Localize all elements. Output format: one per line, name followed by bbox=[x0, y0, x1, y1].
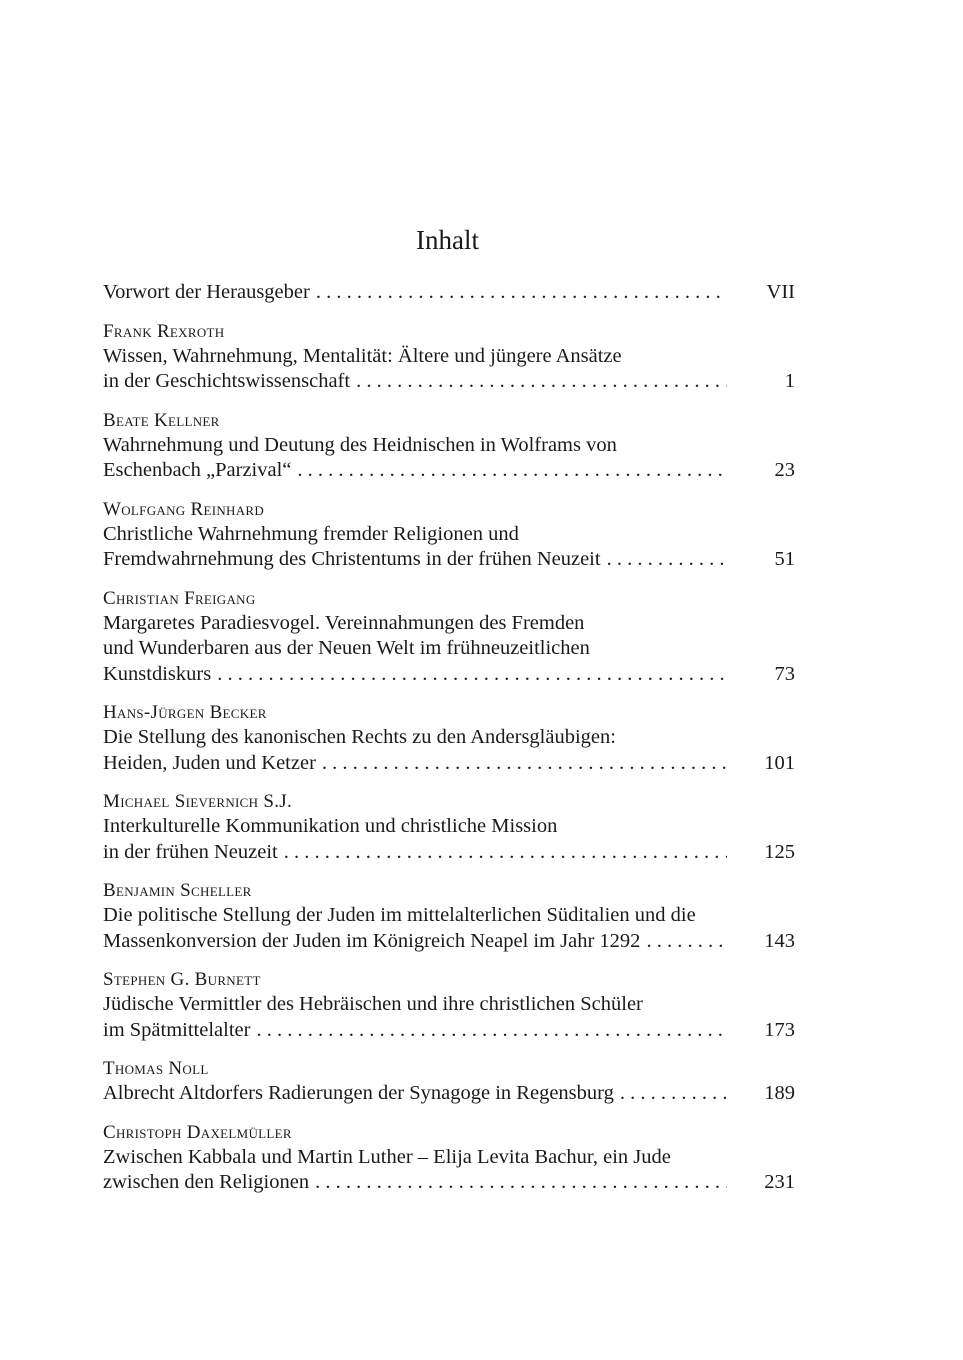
toc-entry-page-number: 1 bbox=[784, 370, 795, 392]
toc-entry-last-line bbox=[103, 840, 795, 866]
toc-entry-author: Stephen G. Burnett bbox=[103, 969, 261, 990]
toc-entry bbox=[103, 280, 795, 306]
toc-entry-page-number: 231 bbox=[764, 1171, 795, 1193]
toc-entry-last-line bbox=[103, 1081, 795, 1107]
dot-leader bbox=[217, 662, 727, 688]
toc-entry-last-line bbox=[103, 547, 795, 573]
dot-leader bbox=[315, 1170, 727, 1196]
toc-entry-author: Benjamin Scheller bbox=[103, 880, 252, 901]
toc-entry-title-line: Vorwort der Herausgeber bbox=[103, 281, 310, 303]
dot-leader bbox=[297, 458, 727, 484]
toc-entry-last-line bbox=[103, 929, 795, 955]
toc-entry-title-line: Wissen, Wahrnehmung, Mentalität: Ältere und jüngere Ansätze bbox=[103, 344, 622, 367]
toc-entry-last-line bbox=[103, 751, 795, 777]
toc-entry bbox=[103, 700, 795, 776]
toc-entry-title-line: Kunstdiskurs bbox=[103, 662, 212, 685]
toc-entry-title-line: Heiden, Juden und Ketzer bbox=[103, 751, 316, 774]
toc-entry-title-line: Wahrnehmung und Deutung des Heidnischen in Wolframs von bbox=[103, 433, 617, 456]
toc-entry-page-number: 125 bbox=[764, 840, 795, 863]
dot-leader bbox=[646, 929, 727, 955]
toc-entry-author: Michael Sievernich S.J. bbox=[103, 791, 293, 812]
dot-leader bbox=[316, 280, 727, 306]
toc-entry-page-number: 173 bbox=[764, 1018, 795, 1041]
toc-entry-last-line bbox=[103, 1018, 795, 1044]
toc-entry-page-number: 73 bbox=[774, 662, 795, 685]
dot-leader bbox=[284, 840, 727, 866]
toc-entry-title-line: Jüdische Vermittler des Hebräischen und ihre christlichen Schüler bbox=[103, 993, 643, 1015]
toc-entry-title-line: im Spätmittelalter bbox=[103, 1018, 251, 1041]
toc-entry-page-number: 51 bbox=[774, 548, 795, 570]
toc-entry-last-line bbox=[103, 1170, 795, 1196]
toc-entry-title-line: Albrecht Altdorfers Radierungen der Synagoge in Regensburg bbox=[103, 1082, 614, 1104]
toc-entry bbox=[103, 1056, 795, 1107]
toc-entry-last-line bbox=[103, 280, 795, 306]
toc-entry-page-number: 101 bbox=[764, 751, 795, 774]
dot-leader bbox=[356, 369, 727, 395]
toc-entry-title-line: Zwischen Kabbala und Martin Luther – Elija Levita Bachur, ein Jude bbox=[103, 1145, 671, 1168]
toc-entry-title-line: in der frühen Neuzeit bbox=[103, 840, 278, 863]
toc-entry-author: Christian Freigang bbox=[103, 587, 256, 609]
page-title: Inhalt bbox=[416, 225, 479, 255]
toc-entry bbox=[103, 586, 795, 688]
toc-entry bbox=[103, 878, 795, 954]
toc-entry-author: Frank Rexroth bbox=[103, 320, 225, 342]
toc-entry-title-line: Interkulturelle Kommunikation und christliche Mission bbox=[103, 815, 558, 837]
toc-entry bbox=[103, 789, 795, 865]
toc-entry bbox=[103, 497, 795, 573]
toc-entry-author: Christoph Daxelmüller bbox=[103, 1121, 292, 1143]
toc-entry bbox=[103, 967, 795, 1043]
toc-entry-title-line: in der Geschichtswissenschaft bbox=[103, 370, 351, 392]
toc-entry-title-line: Christliche Wahrnehmung fremder Religionen und bbox=[103, 522, 519, 545]
toc-entry-last-line bbox=[103, 662, 795, 688]
toc-entry-author: Beate Kellner bbox=[103, 409, 220, 431]
dot-leader bbox=[322, 751, 727, 777]
toc-entry-title-line: Eschenbach „Parzival“ bbox=[103, 459, 292, 481]
dot-leader bbox=[607, 547, 727, 573]
toc-entry-author: Thomas Noll bbox=[103, 1058, 209, 1079]
toc-entry-page-number: 143 bbox=[764, 929, 795, 952]
toc-entry-title-line: Die Stellung des kanonischen Rechts zu den Andersgläubigen: bbox=[103, 726, 616, 748]
toc-entry-title-line: Massenkonversion der Juden im Königreich Neapel im Jahr 1292 bbox=[103, 929, 641, 952]
toc-entry-title-line: Die politische Stellung der Juden im mittelalterlichen Süditalien und die bbox=[103, 904, 696, 926]
toc-entry-author: Hans-Jürgen Becker bbox=[103, 702, 267, 723]
toc-entry-last-line bbox=[103, 458, 795, 484]
toc-entry bbox=[103, 408, 795, 484]
dot-leader bbox=[620, 1081, 727, 1107]
toc-entry bbox=[103, 319, 795, 395]
toc-entry-page-number: 23 bbox=[774, 459, 795, 481]
toc-entry-last-line bbox=[103, 369, 795, 395]
toc-entry-page-number: VII bbox=[766, 281, 795, 303]
toc-entry-title-line: zwischen den Religionen bbox=[103, 1171, 310, 1193]
toc-entry-title-line: Fremdwahrnehmung des Christentums in der frühen Neuzeit bbox=[103, 548, 601, 570]
toc-entry-page-number: 189 bbox=[764, 1082, 795, 1104]
toc-entry bbox=[103, 1120, 795, 1196]
toc-entry-author: Wolfgang Reinhard bbox=[103, 498, 265, 520]
toc-entry-title-line: und Wunderbaren aus der Neuen Welt im frühneuzeitlichen bbox=[103, 637, 590, 659]
dot-leader bbox=[256, 1018, 727, 1044]
table-of-contents bbox=[103, 280, 795, 1196]
toc-entry-title-line: Margaretes Paradiesvogel. Vereinnahmungen des Fremden bbox=[103, 611, 585, 634]
